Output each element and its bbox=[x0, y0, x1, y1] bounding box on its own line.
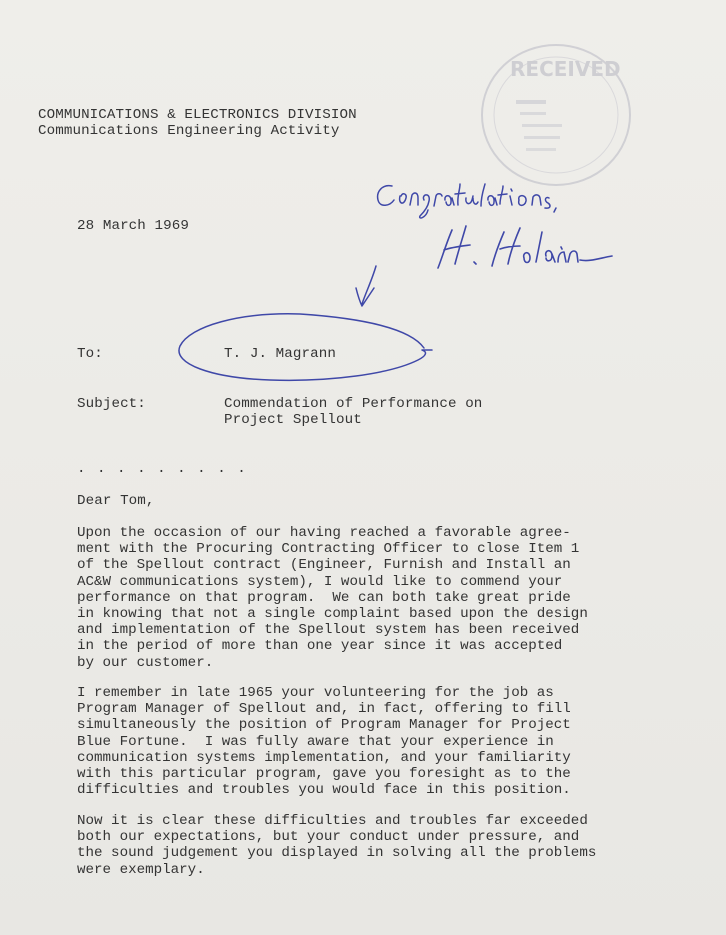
paragraph-line: Upon the occasion of our having reached a favorable agree- bbox=[77, 525, 571, 541]
paragraph-line: of the Spellout contract (Engineer, Furnish and Install an bbox=[77, 557, 571, 574]
recipient-name: T. J. Magrann bbox=[224, 346, 336, 362]
received-stamp bbox=[476, 40, 636, 190]
paragraph-line: communication systems implementation, and your familiarity bbox=[77, 749, 571, 766]
separator-dots: . . . . . . . . . bbox=[77, 461, 248, 477]
subject-line-1: Commendation of Performance on bbox=[224, 396, 483, 412]
paragraph-line: difficulties and troubles you would face in this position. bbox=[77, 782, 571, 799]
paragraph-line: ment with the Procuring Contracting Officer to close Item 1 bbox=[77, 541, 580, 558]
paragraph-line: by our customer. bbox=[77, 654, 214, 671]
paragraph-line: simultaneously the position of Program Manager for Project bbox=[77, 717, 571, 734]
paragraph-line: in knowing that not a single complaint based upon the design bbox=[77, 606, 588, 623]
paragraph-line: Blue Fortune. I was fully aware that your experience in bbox=[77, 733, 554, 750]
signature-mark bbox=[438, 226, 612, 268]
paragraph-2 bbox=[77, 685, 677, 798]
letter-date: 28 March 1969 bbox=[77, 218, 189, 234]
paragraph-line: both our expectations, but your conduct under pressure, and bbox=[77, 829, 580, 846]
paragraph-3 bbox=[77, 813, 677, 878]
subject-label: Subject: bbox=[77, 396, 146, 412]
activity-heading: Communications Engineering Activity bbox=[38, 123, 340, 139]
paragraph-line: with this particular program, gave you foresight as to the bbox=[77, 766, 571, 783]
arrow-mark bbox=[356, 266, 376, 306]
paragraph-line: Now it is clear these difficulties and troubles far exceeded bbox=[77, 813, 588, 829]
to-label: To: bbox=[77, 346, 103, 362]
received-stamp-seal bbox=[476, 40, 636, 190]
paragraph-line: and implementation of the Spellout system has been received bbox=[77, 622, 580, 639]
paragraph-line: I remember in late 1965 your volunteering for the job as bbox=[77, 685, 554, 701]
stamp-text: RECEIVED bbox=[510, 57, 621, 81]
paragraph-line: Program Manager of Spellout and, in fact, offering to fill bbox=[77, 701, 571, 718]
paragraph-line: performance on that program. We can both take great pride bbox=[77, 589, 571, 606]
salutation: Dear Tom, bbox=[77, 493, 155, 509]
division-heading: COMMUNICATIONS & ELECTRONICS DIVISION bbox=[38, 107, 357, 123]
paragraph-line: AC&W communications system), I would like to commend your bbox=[77, 573, 563, 590]
paragraph-line: were exemplary. bbox=[77, 861, 205, 878]
paragraph-line: the sound judgement you displayed in solving all the problems bbox=[77, 845, 597, 862]
paragraph-line: in the period of more than one year since it was accepted bbox=[77, 638, 563, 655]
subject-line-2: Project Spellout bbox=[224, 412, 362, 428]
paragraph-1 bbox=[77, 525, 677, 671]
